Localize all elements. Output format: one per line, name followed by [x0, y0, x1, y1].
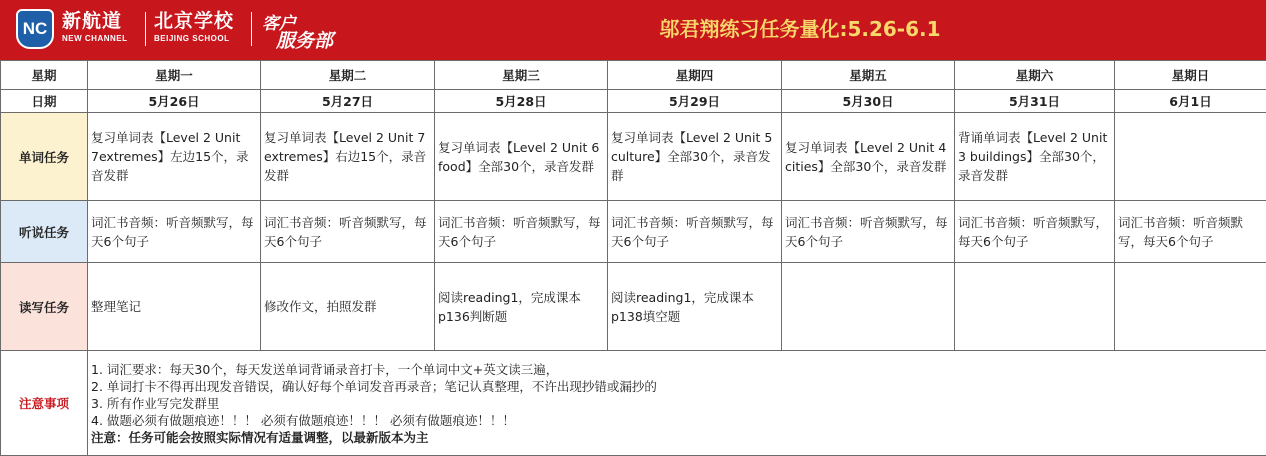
- weekday-header-row: [1, 61, 1266, 90]
- brand-divider: [145, 12, 146, 46]
- weekday-header: 星期三: [435, 61, 608, 90]
- date-header: 6月1日: [1115, 90, 1266, 113]
- brand-divider: [251, 12, 252, 46]
- task-cell: 修改作文，拍照发群: [261, 263, 435, 351]
- task-cell: 词汇书音频：听音频默写，每天6个句子: [782, 201, 955, 263]
- task-cell: [1115, 263, 1266, 351]
- brand-new-channel: [62, 9, 128, 44]
- date-header: 5月29日: [608, 90, 782, 113]
- brand-beijing-school-en: BEIJING SCHOOL: [154, 33, 234, 44]
- final-note: 注意：任务可能会按照实际情况有适量调整，以最新版本为主: [91, 429, 1263, 446]
- vocab-task-label: 单词任务: [1, 113, 88, 201]
- page-title: 邬君翔练习任务量化:5.26-6.1: [560, 13, 1040, 42]
- task-cell: 阅读reading1，完成课本p138填空题: [608, 263, 782, 351]
- weekday-header: 星期一: [88, 61, 261, 90]
- note-line: 4. 做题必须有做题痕迹！！！ 必须有做题痕迹！！！ 必须有做题痕迹！！！: [91, 412, 1263, 429]
- task-cell: 复习单词表【Level 2 Unit 4 cities】全部30个，录音发群: [782, 113, 955, 201]
- weekday-header: 星期六: [955, 61, 1115, 90]
- service-dept-bottom: 服务部: [276, 26, 333, 53]
- weekday-header: 星期日: [1115, 61, 1266, 90]
- task-cell: 词汇书音频：听音频默写，每天6个句子: [261, 201, 435, 263]
- notes-label: 注意事项: [1, 351, 88, 456]
- note-line: 2. 单词打卡不得再出现发音错误，确认好每个单词发音再录音；笔记认真整理，不许出现抄错或漏抄的: [91, 378, 1263, 395]
- date-header: 5月27日: [261, 90, 435, 113]
- service-dept-top: 客户: [262, 9, 296, 34]
- date-header-row: [1, 90, 1266, 113]
- notes-content: [88, 351, 1266, 456]
- weekday-header: 星期五: [782, 61, 955, 90]
- listening-task-label: 听说任务: [1, 201, 88, 263]
- task-cell: 复习单词表【Level 2 Unit 6 food】全部30个，录音发群: [435, 113, 608, 201]
- task-cell: 背诵单词表【Level 2 Unit 3 buildings】全部30个，录音发群: [955, 113, 1115, 201]
- date-header: 5月26日: [88, 90, 261, 113]
- weekday-header: 星期四: [608, 61, 782, 90]
- weekday-label: 星期: [1, 61, 88, 90]
- task-cell: [782, 263, 955, 351]
- header-banner: [0, 0, 1266, 60]
- new-channel-logo: NC: [16, 9, 54, 49]
- task-cell: 词汇书音频：听音频默写，每天6个句子: [435, 201, 608, 263]
- task-cell: 阅读reading1，完成课本p136判断题: [435, 263, 608, 351]
- task-cell: 整理笔记: [88, 263, 261, 351]
- reading-writing-task-row: [1, 263, 1266, 351]
- task-schedule-table: [0, 60, 1266, 456]
- task-cell: [955, 263, 1115, 351]
- task-cell: 词汇书音频：听音频默写，每天6个句子: [608, 201, 782, 263]
- date-header: 5月28日: [435, 90, 608, 113]
- note-line: 3. 所有作业写完发群里: [91, 395, 1263, 412]
- task-cell: [1115, 113, 1266, 201]
- task-cell: 词汇书音频：听音频默写，每天6个句子: [1115, 201, 1266, 263]
- task-cell: 词汇书音频：听音频默写，每天6个句子: [955, 201, 1115, 263]
- reading-writing-task-label: 读写任务: [1, 263, 88, 351]
- date-label: 日期: [1, 90, 88, 113]
- notes-row: [1, 351, 1266, 456]
- date-header: 5月31日: [955, 90, 1115, 113]
- brand-new-channel-cn: 新航道: [62, 9, 128, 33]
- brand-new-channel-en: NEW CHANNEL: [62, 33, 128, 44]
- task-cell: 复习单词表【Level 2 Unit 5 culture】全部30个，录音发群: [608, 113, 782, 201]
- listening-task-row: [1, 201, 1266, 263]
- task-cell: 复习单词表【Level 2 Unit 7 extremes】右边15个，录音发群: [261, 113, 435, 201]
- brand-beijing-school: [154, 9, 234, 44]
- weekday-header: 星期二: [261, 61, 435, 90]
- task-cell: 复习单词表【Level 2 Unit 7extremes】左边15个，录音发群: [88, 113, 261, 201]
- date-header: 5月30日: [782, 90, 955, 113]
- vocab-task-row: [1, 113, 1266, 201]
- note-line: 1. 词汇要求：每天30个，每天发送单词背诵录音打卡，一个单词中文+英文读三遍，: [91, 361, 1263, 378]
- task-cell: 词汇书音频：听音频默写，每天6个句子: [88, 201, 261, 263]
- brand-beijing-school-cn: 北京学校: [154, 9, 234, 33]
